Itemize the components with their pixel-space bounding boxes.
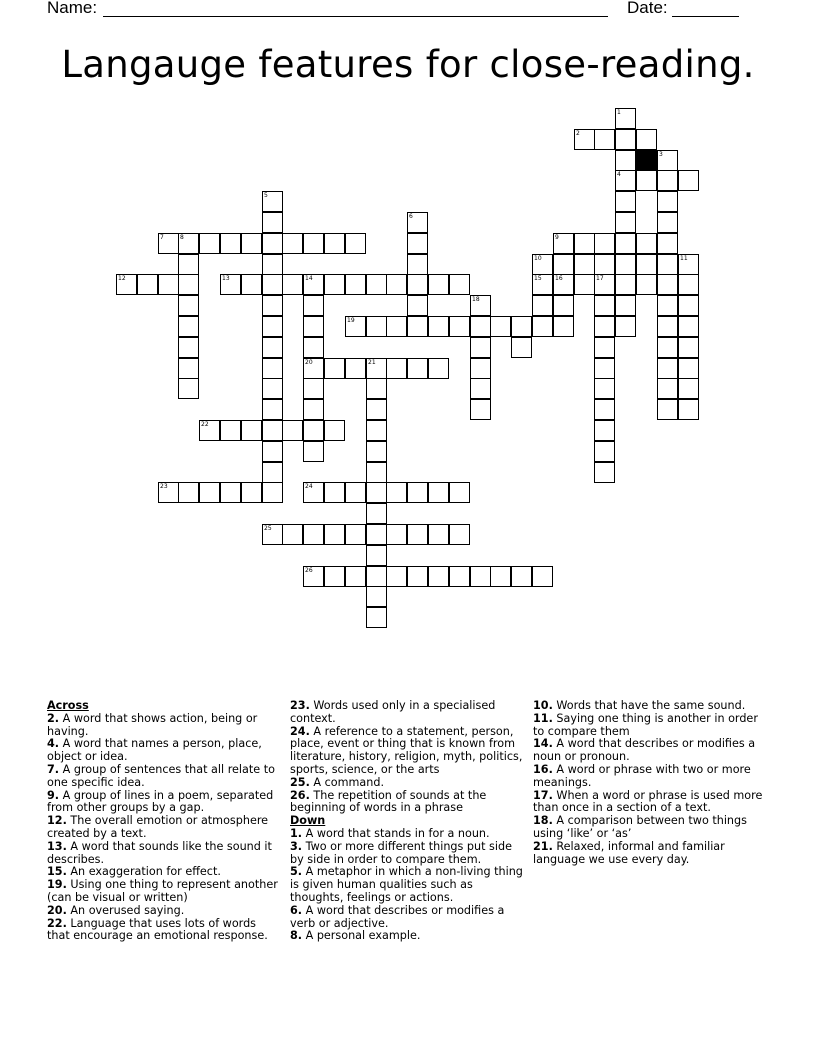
grid-cell[interactable]: [282, 420, 303, 441]
grid-cell[interactable]: [407, 295, 428, 316]
grid-cell[interactable]: [470, 566, 491, 587]
grid-cell[interactable]: [428, 358, 449, 379]
grid-cell[interactable]: [199, 233, 220, 254]
clue-number: 8: [180, 234, 184, 241]
grid-cell[interactable]: [262, 212, 283, 233]
grid-cell[interactable]: [178, 378, 199, 399]
grid-cell[interactable]: [553, 233, 574, 254]
grid-cell[interactable]: [532, 316, 553, 337]
grid-cell[interactable]: [532, 566, 553, 587]
grid-cell[interactable]: [615, 191, 636, 212]
grid-cell[interactable]: [594, 129, 615, 150]
clue-number: 12: [118, 275, 126, 282]
clue-across: 2. A word that shows action, being or having.: [47, 711, 258, 738]
grid-cell[interactable]: [407, 482, 428, 503]
grid-cell[interactable]: [678, 274, 699, 295]
grid-cell[interactable]: [178, 316, 199, 337]
grid-cell[interactable]: [158, 482, 179, 503]
grid-cell[interactable]: [594, 274, 615, 295]
clue-across: 7. A group of sentences that all relate to one specific idea.: [47, 762, 275, 789]
grid-cell[interactable]: [615, 233, 636, 254]
grid-cell[interactable]: [199, 482, 220, 503]
grid-cell[interactable]: [657, 170, 678, 191]
grid-cell[interactable]: [303, 420, 324, 441]
date-label: Date:: [627, 0, 668, 17]
clue-down: 14. A word that describes or modifies a noun or pronoun.: [533, 737, 756, 764]
grid-cell[interactable]: [366, 316, 387, 337]
grid-cell[interactable]: [678, 295, 699, 316]
grid-cell[interactable]: [594, 378, 615, 399]
grid-cell[interactable]: [678, 337, 699, 358]
grid-cell[interactable]: [386, 358, 407, 379]
grid-cell[interactable]: [262, 399, 283, 420]
grid-cell[interactable]: [511, 337, 532, 358]
grid-cell[interactable]: [366, 462, 387, 483]
grid-cell[interactable]: [594, 441, 615, 462]
grid-cell[interactable]: [178, 295, 199, 316]
grid-cell[interactable]: [366, 503, 387, 524]
grid-cell[interactable]: [262, 274, 283, 295]
grid-cell[interactable]: [657, 295, 678, 316]
page-title: Langauge features for close-reading.: [61, 43, 755, 86]
grid-cell[interactable]: [178, 233, 199, 254]
grid-cell[interactable]: [407, 316, 428, 337]
grid-cell[interactable]: [324, 524, 345, 545]
clue-number: 19: [347, 317, 355, 324]
grid-cell[interactable]: [532, 295, 553, 316]
clue-down: 6. A word that describes or modifies a verb or adjective.: [290, 903, 505, 930]
grid-cell[interactable]: [262, 482, 283, 503]
grid-cell[interactable]: [470, 399, 491, 420]
grid-cell[interactable]: [594, 316, 615, 337]
clue-across: 24. A reference to a statement, person, place, event or thing that is known from literature, history, religion, myth, politics, sports, science, or the arts: [290, 724, 523, 776]
grid-cell[interactable]: [594, 337, 615, 358]
grid-cell[interactable]: [657, 212, 678, 233]
grid-cell[interactable]: [262, 462, 283, 483]
clue-number: 5: [264, 192, 268, 199]
grid-cell[interactable]: [324, 482, 345, 503]
grid-cell[interactable]: [553, 316, 574, 337]
grid-cell[interactable]: [615, 295, 636, 316]
grid-cell[interactable]: [366, 378, 387, 399]
grid-cell[interactable]: [449, 274, 470, 295]
grid-cell[interactable]: [657, 274, 678, 295]
grid-cell[interactable]: [303, 378, 324, 399]
grid-cell[interactable]: [345, 316, 366, 337]
grid-cell[interactable]: [386, 316, 407, 337]
clue-column-3: [533, 700, 769, 866]
clue-number: 7: [160, 234, 164, 241]
grid-cell[interactable]: [366, 524, 387, 545]
grid-cell[interactable]: [553, 274, 574, 295]
grid-cell[interactable]: [574, 254, 595, 275]
grid-cell[interactable]: [366, 482, 387, 503]
grid-cell[interactable]: [386, 274, 407, 295]
clue-down: 21. Relaxed, informal and familiar language we use every day.: [533, 839, 725, 866]
grid-cell[interactable]: [470, 295, 491, 316]
grid-cell[interactable]: [615, 129, 636, 150]
clue-number: 6: [409, 213, 413, 220]
grid-cell[interactable]: [657, 337, 678, 358]
clue-number: 13: [222, 275, 230, 282]
grid-cell[interactable]: [366, 399, 387, 420]
grid-cell[interactable]: [678, 378, 699, 399]
grid-cell[interactable]: [407, 254, 428, 275]
grid-cell[interactable]: [636, 274, 657, 295]
grid-cell[interactable]: [303, 316, 324, 337]
grid-cell[interactable]: [178, 358, 199, 379]
clue-number: 23: [160, 483, 168, 490]
grid-cell[interactable]: [657, 358, 678, 379]
grid-cell[interactable]: [262, 337, 283, 358]
clue-down: 8. A personal example.: [290, 929, 421, 943]
clue-number: 22: [201, 421, 209, 428]
grid-cell[interactable]: [241, 420, 262, 441]
clue-across: 22. Language that uses lots of words that encourage an emotional response.: [47, 916, 268, 943]
clue-across: 4. A word that names a person, place, object or idea.: [47, 737, 262, 764]
grid-cell[interactable]: [262, 420, 283, 441]
clue-number: 18: [472, 296, 480, 303]
across-heading: Across: [47, 699, 89, 712]
grid-cell[interactable]: [220, 420, 241, 441]
grid-cell[interactable]: [657, 316, 678, 337]
grid-cell[interactable]: [324, 358, 345, 379]
grid-cell[interactable]: [262, 358, 283, 379]
clue-number: 25: [264, 525, 272, 532]
grid-cell[interactable]: [178, 337, 199, 358]
clue-across: 19. Using one thing to represent another (can be visual or written): [47, 878, 278, 904]
clue-number: 15: [534, 275, 542, 282]
grid-cell[interactable]: [303, 399, 324, 420]
grid-cell[interactable]: [158, 274, 179, 295]
grid-cell[interactable]: [407, 566, 428, 587]
grid-cell[interactable]: [262, 254, 283, 275]
grid-cell[interactable]: [615, 108, 636, 129]
clue-down: 1. A word that stands in for a noun.: [290, 826, 490, 840]
grid-cell[interactable]: [178, 274, 199, 295]
grid-cell[interactable]: [470, 378, 491, 399]
grid-cell[interactable]: [366, 586, 387, 607]
grid-cell[interactable]: [657, 191, 678, 212]
clue-number: 9: [555, 234, 559, 241]
grid-cell[interactable]: [303, 358, 324, 379]
grid-cell[interactable]: [262, 378, 283, 399]
grid-cell[interactable]: [449, 524, 470, 545]
grid-cell[interactable]: [428, 316, 449, 337]
grid-cell[interactable]: [345, 566, 366, 587]
grid-cell[interactable]: [574, 274, 595, 295]
grid-cell[interactable]: [178, 254, 199, 275]
clue-column-2: [290, 700, 526, 943]
clue-number: 10: [534, 255, 542, 262]
grid-cell[interactable]: [282, 524, 303, 545]
grid-cell[interactable]: [386, 482, 407, 503]
clue-across: 23. Words used only in a specialised context.: [290, 699, 496, 725]
grid-cell[interactable]: [241, 274, 262, 295]
clue-down: 16. A word or phrase with two or more meanings.: [533, 762, 751, 789]
grid-cell[interactable]: [345, 482, 366, 503]
grid-cell[interactable]: [594, 254, 615, 275]
grid-cell[interactable]: [678, 358, 699, 379]
clue-number: 11: [680, 255, 688, 262]
clue-number: 3: [659, 151, 663, 158]
grid-cell[interactable]: [345, 274, 366, 295]
grid-cell[interactable]: [345, 358, 366, 379]
clue-column-1: [47, 700, 279, 943]
grid-cell[interactable]: [241, 482, 262, 503]
grid-cell[interactable]: [636, 170, 657, 191]
clue-number: 1: [617, 109, 621, 116]
grid-cell[interactable]: [594, 233, 615, 254]
black-cell: [636, 150, 657, 171]
grid-cell[interactable]: [366, 607, 387, 628]
grid-cell[interactable]: [678, 399, 699, 420]
grid-cell[interactable]: [303, 274, 324, 295]
grid-cell[interactable]: [553, 254, 574, 275]
grid-cell[interactable]: [137, 274, 158, 295]
grid-cell[interactable]: [594, 420, 615, 441]
grid-cell[interactable]: [262, 441, 283, 462]
grid-cell[interactable]: [282, 274, 303, 295]
grid-cell[interactable]: [262, 233, 283, 254]
grid-cell[interactable]: [386, 566, 407, 587]
clue-across: 25. A command.: [290, 775, 384, 789]
grid-cell[interactable]: [574, 233, 595, 254]
grid-cell[interactable]: [615, 274, 636, 295]
grid-cell[interactable]: [178, 482, 199, 503]
clue-number: 16: [555, 275, 563, 282]
grid-cell[interactable]: [511, 566, 532, 587]
clue-across: 26. The repetition of sounds at the beginning of words in a phrase: [290, 788, 487, 815]
grid-cell[interactable]: [678, 170, 699, 191]
grid-cell[interactable]: [657, 150, 678, 171]
grid-cell[interactable]: [324, 274, 345, 295]
clue-number: 14: [305, 275, 313, 282]
grid-cell[interactable]: [470, 337, 491, 358]
grid-cell[interactable]: [366, 566, 387, 587]
grid-cell[interactable]: [428, 524, 449, 545]
grid-cell[interactable]: [449, 316, 470, 337]
grid-cell[interactable]: [615, 150, 636, 171]
grid-cell[interactable]: [407, 274, 428, 295]
grid-cell[interactable]: [366, 441, 387, 462]
grid-cell[interactable]: [116, 274, 137, 295]
clue-down: 5. A metaphor in which a non-living thing is given human qualities such as thoughts, feelings or actions.: [290, 865, 523, 904]
grid-cell[interactable]: [407, 524, 428, 545]
grid-cell[interactable]: [428, 482, 449, 503]
clue-across: 15. An exaggeration for effect.: [47, 865, 221, 879]
grid-cell[interactable]: [574, 129, 595, 150]
grid-cell[interactable]: [303, 295, 324, 316]
grid-cell[interactable]: [303, 441, 324, 462]
grid-cell[interactable]: [470, 316, 491, 337]
grid-cell[interactable]: [678, 316, 699, 337]
grid-cell[interactable]: [158, 233, 179, 254]
grid-cell[interactable]: [303, 233, 324, 254]
grid-cell[interactable]: [532, 274, 553, 295]
grid-cell[interactable]: [220, 482, 241, 503]
grid-cell[interactable]: [657, 378, 678, 399]
clue-down: 18. A comparison between two things using ‘like’ or ‘as’: [533, 814, 747, 840]
grid-cell[interactable]: [407, 233, 428, 254]
grid-cell[interactable]: [428, 274, 449, 295]
clue-number: 17: [596, 275, 604, 282]
grid-cell[interactable]: [303, 482, 324, 503]
grid-cell[interactable]: [615, 316, 636, 337]
grid-cell[interactable]: [345, 233, 366, 254]
grid-cell[interactable]: [241, 233, 262, 254]
grid-cell[interactable]: [511, 316, 532, 337]
clue-number: 20: [305, 359, 313, 366]
clue-number: 4: [617, 171, 621, 178]
grid-cell[interactable]: [678, 254, 699, 275]
grid-cell[interactable]: [345, 524, 366, 545]
grid-cell[interactable]: [428, 566, 449, 587]
grid-cell[interactable]: [366, 274, 387, 295]
grid-cell[interactable]: [303, 566, 324, 587]
grid-cell[interactable]: [220, 233, 241, 254]
grid-cell[interactable]: [594, 358, 615, 379]
grid-cell[interactable]: [407, 212, 428, 233]
grid-cell[interactable]: [262, 191, 283, 212]
grid-cell[interactable]: [449, 482, 470, 503]
grid-cell[interactable]: [615, 254, 636, 275]
grid-cell[interactable]: [199, 420, 220, 441]
clue-down: 17. When a word or phrase is used more than once in a section of a text.: [533, 788, 763, 815]
grid-cell[interactable]: [490, 316, 511, 337]
grid-cell[interactable]: [636, 254, 657, 275]
grid-cell[interactable]: [366, 420, 387, 441]
clue-down: 3. Two or more different things put side by side in order to compare them.: [290, 839, 512, 866]
grid-cell[interactable]: [407, 358, 428, 379]
grid-cell[interactable]: [615, 212, 636, 233]
grid-cell[interactable]: [303, 524, 324, 545]
grid-cell[interactable]: [532, 254, 553, 275]
grid-cell[interactable]: [553, 295, 574, 316]
grid-cell[interactable]: [594, 399, 615, 420]
grid-cell[interactable]: [303, 337, 324, 358]
clue-across: 20. An overused saying.: [47, 903, 185, 917]
grid-cell[interactable]: [490, 566, 511, 587]
grid-cell[interactable]: [262, 316, 283, 337]
clue-number: 2: [576, 130, 580, 137]
grid-cell[interactable]: [594, 462, 615, 483]
grid-cell[interactable]: [615, 170, 636, 191]
down-heading: Down: [290, 814, 326, 828]
grid-cell[interactable]: [657, 233, 678, 254]
grid-cell[interactable]: [470, 358, 491, 379]
clue-down: 10. Words that have the same sound.: [533, 699, 746, 712]
grid-cell[interactable]: [657, 254, 678, 275]
clue-across: 13. A word that sounds like the sound it describes.: [47, 839, 272, 866]
clue-across: 12. The overall emotion or atmosphere created by a text.: [47, 814, 269, 840]
grid-cell[interactable]: [386, 524, 407, 545]
grid-cell[interactable]: [366, 545, 387, 566]
grid-cell[interactable]: [449, 566, 470, 587]
grid-cell[interactable]: [282, 233, 303, 254]
name-label: Name:: [47, 0, 98, 17]
grid-cell[interactable]: [324, 233, 345, 254]
grid-cell[interactable]: [366, 358, 387, 379]
grid-cell[interactable]: [324, 420, 345, 441]
clue-number: 21: [368, 359, 376, 366]
grid-cell[interactable]: [594, 295, 615, 316]
grid-cell[interactable]: [262, 524, 283, 545]
clue-number: 24: [305, 483, 313, 490]
grid-cell[interactable]: [636, 233, 657, 254]
clue-across: 9. A group of lines in a poem, separated from other groups by a gap.: [47, 788, 274, 815]
grid-cell[interactable]: [262, 295, 283, 316]
grid-cell[interactable]: [657, 399, 678, 420]
grid-cell[interactable]: [220, 274, 241, 295]
grid-cell[interactable]: [324, 566, 345, 587]
grid-cell[interactable]: [636, 129, 657, 150]
clue-number: 26: [305, 567, 313, 574]
clue-down: 11. Saying one thing is another in order to compare them: [533, 711, 758, 738]
